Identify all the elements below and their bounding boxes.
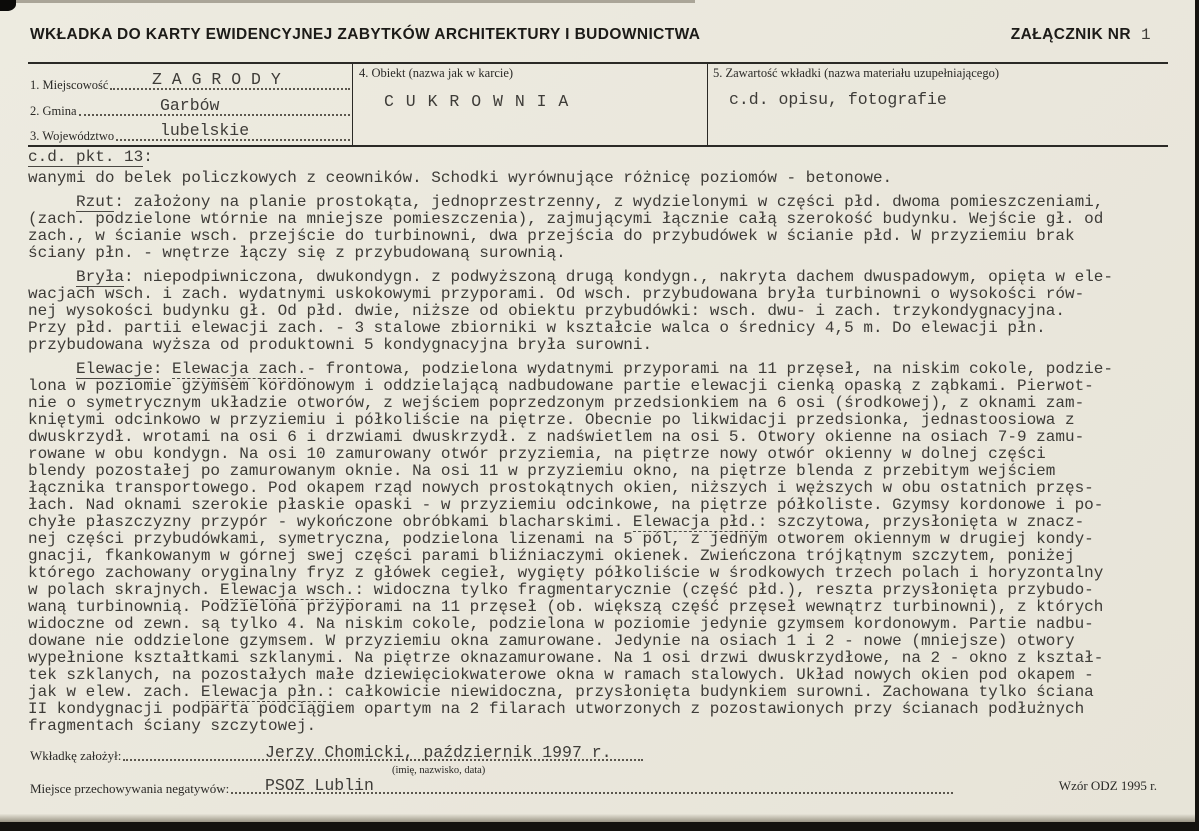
scan-edge-shadow xyxy=(0,814,1199,822)
attachment-header xyxy=(1011,26,1151,44)
text-line: lona w poziomie gzymsem kordonowym i oddzielającą nadbudowane partie elewacji cienką opaską z ząbkami. Pierwot- xyxy=(28,377,1094,395)
text-line: zach., w ścianie wsch. przejście do turbinowni, dwa przejścia do przybudówek w ścianie płd. W przyziemiu brak xyxy=(28,227,1075,245)
object-cell-label: 4. Obiekt (nazwa jak w karcie) xyxy=(359,66,514,80)
text-line: w polach skrajnych. Elewacja wsch.: widoczna tylko fragmentarycznie (część płd.), reszta przysłonięta przybudo- xyxy=(28,581,1094,599)
text-line: którego zachowany oryginalny fryz z główek cegieł, wygięty półkoliście w środkowych trzech polach i horyzontalny xyxy=(28,564,1104,582)
text-line: rowane w obu kondygn. Na osi 10 zamurowany otwór przyziemia, na piętrze nowy otwór okienny w dolnej części xyxy=(28,445,1046,463)
text-line: wanymi do belek policzkowych z ceowników. Schodki wyrównujące różnicę poziomów - betonowe. xyxy=(28,169,893,187)
field-value: lubelskie xyxy=(160,121,250,140)
negatives-label: Miejsce przechowywania negatywów: xyxy=(30,781,230,796)
field-value: Garbów xyxy=(160,96,220,115)
text-line: wacjach wsch. i zach. wydatnymi uskokowymi przyporami. Od wsch. przybudowana bryła turbinowni o wysokości rów- xyxy=(28,285,1085,303)
field-row-miejscowosc xyxy=(30,70,352,93)
table-divider-2 xyxy=(707,62,708,145)
text-line: blendy pozostałej po zamurowanym oknie. Na osi 11 w przyziemiu okno, na piętrze blenda z przebitym wejściem xyxy=(28,462,1056,480)
text-line: dwuskrzydł. wrotami na osi 6 i drzwiami dwuskrzydł. z nadświetlem na osi 5. Otwory okienne na osiach 7-9 zamu- xyxy=(28,428,1085,446)
text-line: II kondygnacji podparta podciągiem opartym na 2 filarach utworzonych z pozostawionych przy ścianach podłużnych xyxy=(28,700,1085,718)
contents-cell-value: c.d. opisu, fotografie xyxy=(729,90,947,109)
field-label: 3. Województwo xyxy=(30,129,115,143)
founder-hint: (imię, nazwisko, data) xyxy=(392,765,486,776)
text-line: wypełnione kształtkami szklanymi. Na piętrze oknazamurowane. Na 1 osi drzwi dwuskrzydłowe, na 2 - okno z kształ- xyxy=(28,649,1104,667)
field-label: 1. Miejscowość xyxy=(30,78,109,92)
table-border-top xyxy=(28,62,1168,64)
contents-cell-label: 5. Zawartość wkładki (nazwa materiału uzupełniającego) xyxy=(713,66,999,80)
text-line: Rzut: założony na planie prostokąta, jednoprzestrzenny, z wydzielonymi w części płd. dwoma pomieszczeniami, xyxy=(76,193,1104,211)
attachment-number: 1 xyxy=(1140,26,1151,44)
scan-edge-right xyxy=(1195,0,1199,831)
text-line: tek szklanych, na pozostałych małe dziewięciokwaterowe okna w ramach stalowych. Układ nowych okien pod okapem - xyxy=(28,666,1094,684)
scan-edge-top xyxy=(0,0,695,3)
text-line: waną turbinownią. Podzielona przyporami na 11 przęseł (ob. większą część przęseł wewnątrz turbinowni), z których xyxy=(28,598,1104,616)
text-line: ściany płn. - wnętrze łączy się z przybudowaną surownią. xyxy=(28,244,566,262)
founder-value: Jerzy Chomicki, październik 1997 r. xyxy=(265,743,612,762)
negatives-value: PSOZ Lublin xyxy=(265,776,374,795)
attachment-label: ZAŁĄCZNIK NR xyxy=(1010,26,1131,43)
negatives-row xyxy=(30,775,955,797)
text-line: chyłe płaszczyzny przypór - wykończone obróbkami blacharskimi. Elewacja płd.: szczytowa, przysłonięta w znacz- xyxy=(28,513,1085,531)
document-title: WKŁADKA DO KARTY EWIDENCYJNEJ ZABYTKÓW ARCHITEKTURY I BUDOWNICTWA xyxy=(30,26,701,43)
text-line: Przy płd. partii elewacji zach. - 3 stalowe zbiorniki w kształcie walca o średnicy 4,5 m. Do elewacji płn. xyxy=(28,319,1046,337)
text-line: Bryła: niepodpiwniczona, dwukondygn. z podwyższoną drugą kondygn., nakryta dachem dwuspadowym, opięta w ele- xyxy=(76,268,1113,286)
founder-row xyxy=(30,742,645,764)
text-line: jak w elew. zach. Elewacja płn.: całkowicie niewidoczna, przysłonięta budynkiem surowni. Zachowana tylko ściana xyxy=(28,683,1094,701)
text-line: nej części przybudówkami, symetryczna, podzielona lizenami na 5 pól, z jednym otworem okiennym w drugiej kondy- xyxy=(28,530,1094,548)
field-row-gmina xyxy=(30,96,352,119)
text-line: nej wysokości budynku gł. Od płd. dwie, niższe od obiektu przybudówki: wsch. dwu- i zach. trzykondygnacyjna. xyxy=(28,302,1065,320)
text-line: widoczne od zewn. są tylko 4. Na niskim cokole, podzielona w poziomie jedynie gzymsem kordonowym. Partie nadbu- xyxy=(28,615,1094,633)
form-model-note: Wzór ODZ 1995 r. xyxy=(1058,778,1157,793)
text-line: łącznika transportowego. Pod okapem rząd nowych prostokątnych okien, niższych i węższych w obu ostatnich przęs- xyxy=(28,479,1094,497)
text-line: c.d. pkt. 13: xyxy=(28,148,153,166)
table-border-bottom xyxy=(28,145,1168,147)
scan-edge-bottom xyxy=(0,822,1199,831)
table-divider-1 xyxy=(352,62,353,145)
text-line: dowane nie oddzielone gzymsem. W przyziemiu okna zamurowane. Jedynie na osiach 1 i 2 - nowe (mniejsze) otwory xyxy=(28,632,1075,650)
field-value: Z A G R O D Y xyxy=(152,70,281,89)
text-line: fragmentach ściany szczytowej. xyxy=(28,717,317,735)
field-row-wojewodztwo xyxy=(30,121,352,144)
text-line: (zach. podzielone wtórnie na mniejsze pomieszczenia), zajmującymi łącznie całą szerokość budynku. Wejście gł. od xyxy=(28,210,1104,228)
text-line: gnacji, fkankowanym w górnej swej części parami bliźniaczymi okienek. Zwieńczona trójkątnym szczytem, poniżej xyxy=(28,547,1075,565)
field-label: 2. Gmina xyxy=(30,104,77,118)
object-cell-value: C U K R O W N I A xyxy=(384,92,570,111)
text-line: Elewacje: Elewacja zach.- frontowa, podzielona wydatnymi przyporami na 11 przęseł, na niskim cokole, podzie- xyxy=(76,360,1113,378)
text-line: przybudowana wyższa od produktowni 5 kondygnacyjna bryła surowni. xyxy=(28,336,653,354)
founder-label: Wkładkę założył: xyxy=(30,748,122,763)
text-line: kniętymi odcinkowo w przyziemiu i półkoliście na piętrze. Obecnie po likwidacji przedsionka, jednastoosiowa z xyxy=(28,411,1075,429)
text-line: łach. Nad oknami szerokie płaskie opaski - w przyziemiu odcinkowe, na piętrze półkoliste. Gzymsy kordonowe i po- xyxy=(28,496,1104,514)
body-text xyxy=(28,149,1178,735)
text-line: nie o symetrycznym układzie otworów, z wejściem poprzedzonym przedsionkiem na 6 osi (środkowej), z oknami zam- xyxy=(28,394,1085,412)
